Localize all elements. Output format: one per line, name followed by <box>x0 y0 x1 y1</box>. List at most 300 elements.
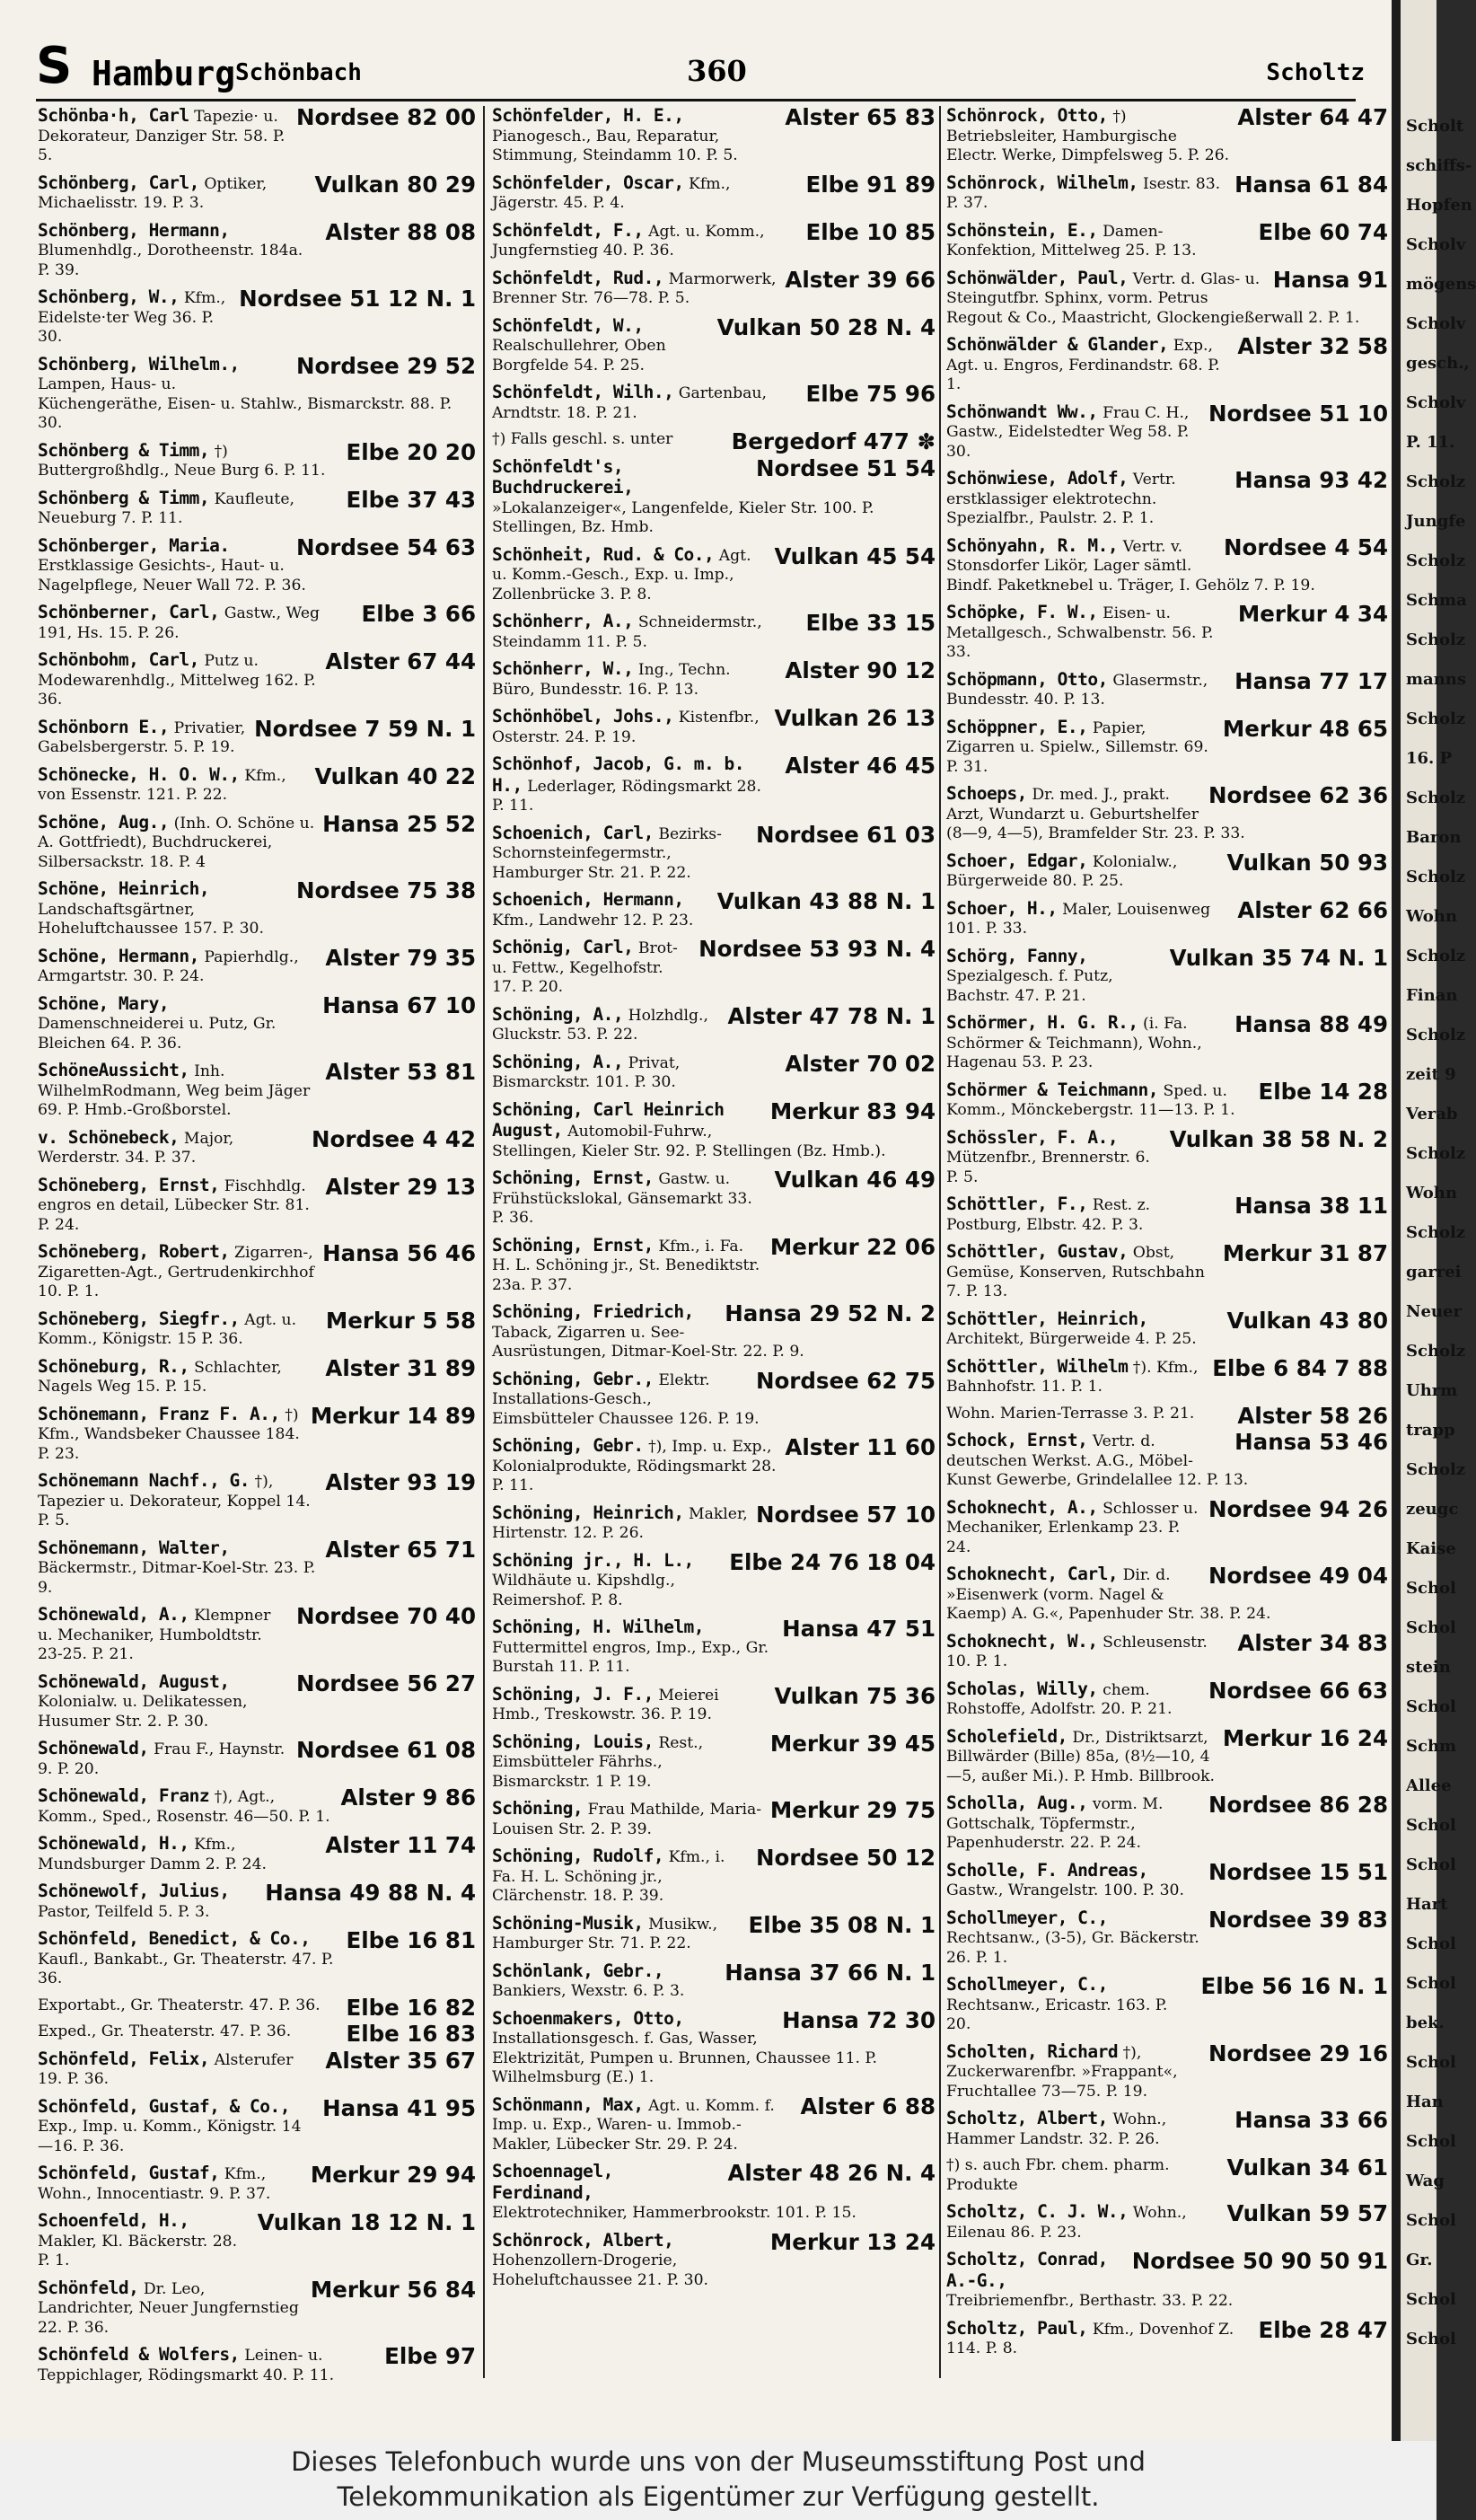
directory-entry <box>946 106 1388 173</box>
entry-details: Kistenfbr., Osterstr. 24. P. 19. <box>492 709 760 746</box>
phone-number: Elbe 37 43 <box>346 486 476 513</box>
directory-entry <box>946 1858 1388 1908</box>
directory-entry <box>38 2278 476 2346</box>
phone-number: Hansa 67 10 <box>322 991 476 1018</box>
entry-details: Eisen- u. Metallgesch., Schwalbenstr. 56. P. 33. <box>946 604 1214 661</box>
entry-name: Schönrock, Otto, <box>946 105 1108 126</box>
directory-entry <box>492 430 936 457</box>
directory-entry <box>492 542 936 612</box>
directory-entry <box>492 938 936 1005</box>
directory-entry <box>946 2250 1388 2319</box>
entry-name: Schoer, Edgar, <box>946 850 1088 871</box>
entry-name: Schönig, Carl, <box>492 937 634 957</box>
phone-number: Vulkan 18 12 N. 1 <box>257 2209 476 2235</box>
entry-details: Putz u. Modewarenhdlg., Mittelweg 162. P. 36. <box>38 652 316 709</box>
entry-details: Exped., Gr. Theaterstr. 47. P. 36. <box>38 2022 292 2040</box>
directory-entry <box>38 2094 476 2164</box>
adjacent-page-fragment: bek. <box>1406 2013 1445 2032</box>
phone-number: Elbe 56 16 N. 1 <box>1200 1973 1388 1999</box>
phone-number: Merkur 14 89 <box>310 1402 476 1429</box>
directory-entry <box>492 1961 936 2009</box>
entry-details: Inh. WilhelmRodmann, Weg beim Jäger 69. P. Hmb.-Großborstel. <box>38 1062 311 1119</box>
directory-entry <box>38 650 476 718</box>
phone-number: Alster 35 67 <box>325 2047 476 2074</box>
entry-name: Schönstein, E., <box>946 219 1098 241</box>
entry-name: Schönheit, Rud. & Co., <box>492 543 715 565</box>
entry-details: †) s. auch Fbr. chem. pharm. Produkte <box>946 2156 1170 2194</box>
adjacent-page-fragment: Wohn <box>1406 1184 1457 1203</box>
adjacent-page-fragment: manns <box>1406 670 1467 689</box>
directory-entry <box>492 1002 936 1053</box>
directory-entry <box>38 1739 476 1786</box>
phone-number: Elbe 35 08 N. 1 <box>748 1911 936 1938</box>
entry-details: Schlachter, Nagels Weg 15. P. 15. <box>38 1358 282 1396</box>
phone-number: Nordsee 70 40 <box>295 1603 476 1629</box>
entry-name: Schöning, Ernst, <box>492 1234 654 1256</box>
adjacent-page-fragment: Wag <box>1406 2172 1445 2190</box>
entry-details: Papierhdlg., Armgartstr. 30. P. 24. <box>38 947 299 985</box>
phone-number: Vulkan 35 74 N. 1 <box>1169 944 1388 971</box>
entry-name: Schoeps, <box>946 783 1027 804</box>
phone-number: Hansa 61 84 <box>1234 171 1388 198</box>
directory-entry <box>492 1050 936 1100</box>
entry-details: vorm. M. Gottschalk, Töpfermstr., Papenhuderstr. 22. P. 24. <box>946 1795 1164 1852</box>
entry-name: Schöning, <box>492 1798 584 1819</box>
directory-entry <box>38 1672 476 1740</box>
entry-name: Schönrock, Albert, <box>492 2229 674 2251</box>
entry-details: Kfm., Mundsburger Damm 2. P. 24. <box>38 1836 267 1873</box>
adjacent-page-fragment: Schol <box>1406 1974 1456 1993</box>
phone-number: Nordsee 75 38 <box>295 877 476 903</box>
entry-name: Schöttler, Wilhelm <box>946 1355 1129 1377</box>
phone-number: Vulkan 38 58 N. 2 <box>1169 1125 1388 1152</box>
entry-details: Vertr. v. Stonsdorfer Likör, Lager sämtl. Bindf. Paketknebel u. Träger, I. Gehölz 7. P. 19. <box>946 537 1315 595</box>
entry-name: Schöne, Aug., <box>38 811 170 833</box>
directory-entry <box>492 173 936 221</box>
phone-number: Nordsee 7 59 N. 1 <box>254 715 476 742</box>
adjacent-page-fragment: Scholv <box>1406 393 1466 412</box>
entry-details: Ing., Techn. Büro, Bundesstr. 16. P. 13. <box>492 661 731 699</box>
entry-name: Scholle, F. Andreas, <box>946 1859 1148 1881</box>
entry-details: Rest. z. Postburg, Elbstr. 42. P. 3. <box>946 1196 1151 1234</box>
entry-name: Schollmeyer, C., <box>946 1907 1108 1928</box>
adjacent-page-fragment: Scholv <box>1406 314 1466 333</box>
directory-entry <box>492 2162 936 2231</box>
entry-name: Schoknecht, A., <box>946 1496 1098 1518</box>
entry-details: Gastw., Weg 191, Hs. 15. P. 26. <box>38 604 320 642</box>
entry-name: Schönfeldt, Rud., <box>492 267 664 288</box>
directory-entry <box>946 1629 1388 1679</box>
phone-number: Alster 70 02 <box>785 1050 936 1077</box>
directory-entry <box>492 1097 936 1169</box>
directory-entry <box>492 612 936 659</box>
directory-entry <box>38 173 476 221</box>
phone-number: Merkur 39 45 <box>769 1730 936 1757</box>
entry-name: Schönfeldt, W., <box>492 314 644 336</box>
directory-entry <box>946 784 1388 851</box>
directory-entry <box>38 2345 476 2392</box>
phone-number: Alster 90 12 <box>785 657 936 683</box>
entry-name: Schönfeld, Gustaf, <box>38 2163 220 2183</box>
entry-details: Vertr. d. Glas- u. Steingutfbr. Sphinx, vorm. Petrus Regout & Co., Maastricht, Glockengießerwall 2. P. 1. <box>946 269 1360 327</box>
phone-number: Alster 6 88 <box>800 2093 936 2119</box>
adjacent-page-fragment: Hopfen <box>1406 196 1472 215</box>
adjacent-page-fragment: Gr. <box>1406 2251 1433 2269</box>
phone-number: Hansa 38 11 <box>1234 1193 1388 1219</box>
directory-entry <box>492 383 936 430</box>
entry-details: Major, Werderstr. 34. P. 37. <box>38 1129 234 1167</box>
adjacent-page-fragment: Han <box>1406 2093 1444 2111</box>
entry-details: Musikw., Hamburger Str. 71. P. 22. <box>492 1915 718 1952</box>
phone-number: Alster 11 74 <box>325 1832 476 1858</box>
entry-details: Damen-Konfektion, Mittelweg 25. P. 13. <box>946 222 1197 260</box>
entry-name: Schörg, Fanny, <box>946 945 1088 966</box>
directory-entry <box>946 266 1388 336</box>
phone-number: Alster 64 47 <box>1237 104 1388 130</box>
directory-entry <box>946 1080 1388 1128</box>
entry-name: Schoenich, Hermann, <box>492 889 684 910</box>
phone-number: Alster 65 83 <box>785 104 936 130</box>
entry-details: Taback, Zigarren u. See-Ausrüstungen, Ditmar-Koel-Str. 22. P. 9. <box>492 1323 804 1361</box>
phone-number: Hansa 53 46 <box>1234 1429 1388 1455</box>
directory-entry <box>38 1354 476 1405</box>
entry-details: Bankiers, Wexstr. 6. P. 3. <box>492 1982 685 2000</box>
phone-number: Vulkan 80 29 <box>314 171 476 198</box>
entry-name: Schönfelder, Oscar, <box>492 172 684 193</box>
directory-entry <box>492 659 936 707</box>
entry-details: Kaufl., Bankabt., Gr. Theaterstr. 47. P. 36. <box>38 1950 334 1987</box>
adjacent-page-fragment: Scholz <box>1406 1460 1466 1479</box>
directory-entry <box>492 2095 936 2163</box>
phone-number: Nordsee 51 54 <box>755 454 936 481</box>
phone-number: Nordsee 94 26 <box>1208 1495 1388 1522</box>
entry-name: Schöning-Musik, <box>492 1912 644 1934</box>
directory-entry <box>492 1617 936 1685</box>
entry-name: Schöning, Gebr. <box>492 1435 644 1456</box>
phone-number: Alster 79 35 <box>325 944 476 971</box>
directory-entry <box>946 2109 1388 2156</box>
entry-name: Schöneberg, Robert, <box>38 1241 230 1262</box>
entry-details: Landschaftsgärtner, Hoheluftchaussee 157. P. 30. <box>38 900 264 938</box>
entry-name: Schönemann, Franz F. A., <box>38 1403 280 1424</box>
entry-details: Exp., Agt. u. Engros, Ferdinandstr. 68. P. 1. <box>946 337 1220 393</box>
entry-details: Treibriemenfbr., Berthastr. 33. P. 22. <box>946 2292 1234 2310</box>
phone-number: Elbe 60 74 <box>1258 218 1388 245</box>
entry-details: Zigarren-, Zigaretten-Agt., Gertrudenkirchhof 10. P. 1. <box>38 1244 314 1300</box>
entry-details: †), Agt., Komm., Sped., Rosenstr. 46—50. P. 1. <box>38 1788 330 1826</box>
directory-entry <box>38 1786 476 1834</box>
phone-number: Nordsee 51 10 <box>1208 400 1388 427</box>
entry-details: (i. Fa. Schörmer & Teichmann), Wohn., Hagenau 53. P. 23. <box>946 1015 1202 1071</box>
phone-number: Alster 46 45 <box>785 753 936 779</box>
entry-details: Papier, Zigarren u. Spielw., Sillemstr. 69. P. 31. <box>946 718 1208 776</box>
phone-number: Nordsee 49 04 <box>1208 1563 1388 1589</box>
entry-name: Scholtz, Conrad, A.-G., <box>946 2249 1108 2291</box>
directory-entry <box>38 533 476 604</box>
adjacent-page-fragment: 16. P <box>1406 749 1453 768</box>
entry-details: Dr. med. J., prakt. Arzt, Wundarzt u. Geburtshelfer (8—9, 4—5), Bramfelder Str. 23. P. 33. <box>946 786 1245 842</box>
directory-entry <box>492 1911 936 1961</box>
directory-entry <box>492 218 936 269</box>
footer-line-1: Dieses Telefonbuch wurde uns von der Museumsstiftung Post und <box>291 2446 1146 2477</box>
phone-number: Vulkan 40 22 <box>314 762 476 789</box>
entry-name: Schönlank, Gebr., <box>492 1960 664 1981</box>
directory-entry <box>946 1975 1388 2042</box>
entry-details: Kfm., Dovenhof Z. 114. P. 8. <box>946 2320 1234 2357</box>
adjacent-page-fragment: Scholz <box>1406 789 1466 807</box>
directory-entry <box>492 707 936 754</box>
entry-details: Leinen- u. Teppichlager, Rödingsmarkt 40. P. 11. <box>38 2347 335 2384</box>
entry-details: Elektr. Installations-Gesch., Eimsbütteler Chaussee 126. P. 19. <box>492 1370 760 1428</box>
directory-entry <box>946 2156 1388 2202</box>
phone-number: Nordsee 39 83 <box>1208 1906 1388 1933</box>
entry-details: Optiker, Michaelisstr. 19. P. 3. <box>38 174 268 212</box>
directory-entry <box>38 1309 476 1357</box>
phone-number: Vulkan 26 13 <box>774 705 936 731</box>
directory-entry <box>492 1503 936 1551</box>
adjacent-page-fragment: Wohn <box>1406 907 1457 926</box>
adjacent-page-fragment: Schol <box>1406 1934 1456 1953</box>
entry-name: Schöning, Heinrich, <box>492 1502 684 1523</box>
phone-number: Hansa 72 30 <box>782 2006 936 2033</box>
adjacent-page-fragment: P. 11. <box>1406 433 1455 452</box>
phone-number: Alster 31 89 <box>325 1354 476 1381</box>
entry-details: Futtermittel engros, Imp., Exp., Gr. Burstah 11. P. 11. <box>492 1638 769 1676</box>
phone-number: Hansa 56 46 <box>322 1240 476 1266</box>
entry-details: Frau F., Haynstr. 9. P. 20. <box>38 1740 286 1778</box>
phone-number: Vulkan 59 57 <box>1226 2200 1388 2226</box>
entry-details: Wohn., Eilenau 86. P. 23. <box>946 2204 1187 2242</box>
entry-details: †), Tapezier u. Dekorateur, Koppel 14. P. 5. <box>38 1473 311 1529</box>
entry-details: Dr. Leo, Landrichter, Neuer Jungfernstieg 22. P. 36. <box>38 2279 299 2337</box>
directory-entry <box>946 1194 1388 1242</box>
entry-name: Schönecke, H. O. W., <box>38 763 240 785</box>
directory-entry <box>38 1929 476 1996</box>
directory-entry <box>946 603 1388 670</box>
entry-name: Schönfeldt, Wilh., <box>492 382 674 402</box>
phone-number: Bergedorf 477 ✽ <box>731 428 936 454</box>
last-entry-keyword: Scholtz <box>1266 59 1365 86</box>
entry-name: Schönrock, Wilhelm, <box>946 172 1138 193</box>
entry-details: Kfm., Landwehr 12. P. 23. <box>492 911 694 930</box>
entry-details: Agt. u. Komm., Königstr. 15 P. 36. <box>38 1310 297 1348</box>
phone-number: Vulkan 34 61 <box>1226 2154 1388 2181</box>
page-number: 360 <box>687 54 747 88</box>
directory-entry <box>946 1242 1388 1309</box>
adjacent-page-fragment: stein <box>1406 1658 1451 1677</box>
phone-number: Nordsee 51 12 N. 1 <box>239 286 476 312</box>
entry-details: Makler, Kl. Bäckerstr. 28. P. 1. <box>38 2232 238 2269</box>
phone-number: Hansa 49 88 N. 4 <box>265 1880 476 1906</box>
entry-details: (Inh. O. Schöne u. A. Gottfriedt), Buchdruckerei, Silbersackstr. 18. P. 4 <box>38 814 315 871</box>
adjacent-page-fragment: Hart <box>1406 1895 1448 1914</box>
entry-name: Schöttler, F., <box>946 1194 1088 1214</box>
entry-details: Makler, Hirtenstr. 12. P. 26. <box>492 1504 748 1542</box>
phone-number: Nordsee 61 03 <box>755 821 936 848</box>
city-name: Hamburg <box>92 54 236 93</box>
entry-name: Schönemann, Walter, <box>38 1537 230 1558</box>
directory-entry <box>492 2006 936 2095</box>
phone-number: Merkur 22 06 <box>769 1233 936 1260</box>
adjacent-page-fragment: gesch., <box>1406 354 1470 373</box>
directory-entry <box>492 1233 936 1303</box>
phone-number: Merkur 31 87 <box>1222 1240 1388 1266</box>
adjacent-page-fragment: zeugc <box>1406 1500 1459 1519</box>
entry-name: Schönba·h, Carl <box>38 105 189 126</box>
phone-number: Alster 11 60 <box>785 1434 936 1460</box>
adjacent-page-fragment: Schma <box>1406 591 1467 610</box>
entry-name: Scholla, Aug., <box>946 1793 1088 1813</box>
entry-name: Schöttler, Heinrich, <box>946 1308 1148 1329</box>
directory-entry <box>38 1834 476 1881</box>
entry-name: v. Schönebeck, <box>38 1126 180 1148</box>
entry-details: Mützenfbr., Brennerstr. 6. P. 5. <box>946 1149 1150 1186</box>
phone-number: Nordsee 62 75 <box>755 1367 936 1394</box>
directory-entry <box>946 218 1388 269</box>
entry-name: Schöneberg, Ernst, <box>38 1174 220 1195</box>
phone-number: Elbe 3 66 <box>361 601 476 627</box>
column-3 <box>946 106 1388 2378</box>
phone-number: Alster 29 13 <box>325 1173 476 1200</box>
phone-number: Hansa 91 <box>1272 266 1388 293</box>
entry-details: Erstklassige Gesichts-, Haut- u. Nagelpflege, Neuer Wall 72. P. 36. <box>38 557 306 595</box>
entry-details: Installationsgesch. f. Gas, Wasser, Elektrizität, Pumpen u. Brunnen, Chaussee 11. P. Wilhelmsburg (E.) 1. <box>492 2030 877 2086</box>
phone-number: Alster 88 08 <box>325 218 476 245</box>
directory-entry <box>38 1538 476 1606</box>
phone-number: Hansa 47 51 <box>782 1616 936 1642</box>
entry-name: SchöneAussicht, <box>38 1060 189 1080</box>
entry-name: Schönwandt Ww., <box>946 401 1098 422</box>
phone-number: Nordsee 61 08 <box>295 1737 476 1763</box>
adjacent-page-fragment: Scholz <box>1406 868 1466 886</box>
phone-number: Vulkan 50 93 <box>1226 849 1388 876</box>
entry-details: Hohenzollern-Drogerie, Hoheluftchaussee 21. P. 30. <box>492 2251 709 2289</box>
phone-number: Elbe 91 89 <box>805 171 936 198</box>
entry-details: Kfm., von Essenstr. 121. P. 22. <box>38 766 286 804</box>
phone-number: Hansa 41 95 <box>322 2094 476 2121</box>
directory-entry <box>946 1724 1388 1794</box>
phone-number: Elbe 24 76 18 04 <box>729 1548 936 1575</box>
phone-number: Vulkan 45 54 <box>774 542 936 569</box>
phone-number: Hansa 77 17 <box>1234 667 1388 694</box>
entry-name: Schöning, Ernst, <box>492 1167 654 1188</box>
directory-entry <box>946 2042 1388 2110</box>
directory-entry <box>946 2202 1388 2250</box>
entry-details: Alsterufer 19. P. 36. <box>38 2050 294 2088</box>
phone-number: Nordsee 15 51 <box>1208 1858 1388 1885</box>
phone-number: Merkur 4 34 <box>1237 601 1388 627</box>
entry-name: Schöning, Louis, <box>492 1731 654 1752</box>
entry-details: Gastw., Wrangelstr. 100. P. 30. <box>946 1881 1184 1899</box>
phone-number: Alster 93 19 <box>325 1469 476 1495</box>
entry-name: Schönberg & Timm, <box>38 487 210 508</box>
phone-number: Nordsee 29 16 <box>1208 2040 1388 2066</box>
phone-number: Merkur 16 24 <box>1222 1724 1388 1751</box>
entry-name: Schöne, Mary, <box>38 992 170 1014</box>
entry-details: Schleusenstr. 10. P. 1. <box>946 1633 1208 1670</box>
entry-name: Schoennagel, Ferdinand, <box>492 2161 613 2203</box>
entry-details: †) Betriebsleiter, Hamburgische Electr. Werke, Dimpfelsweg 5. P. 26. <box>946 108 1230 164</box>
entry-details: Bezirks-Schornsteinfegermstr., Hamburger Str. 21. P. 22. <box>492 824 722 882</box>
directory-entry <box>946 402 1388 470</box>
directory-entry <box>492 1846 936 1914</box>
column-divider <box>483 106 485 2378</box>
entry-name: Scholtz, C. J. W., <box>946 2201 1129 2222</box>
section-initial: S <box>36 37 73 95</box>
footer-notice <box>0 2441 1436 2520</box>
adjacent-page-fragment: Schol <box>1406 1579 1456 1598</box>
entry-details: Wildhäute u. Kipshdlg., Reimershof. P. 8. <box>492 1572 675 1609</box>
entry-details: Meierei Hmb., Treskowstr. 36. P. 19. <box>492 1686 719 1723</box>
entry-name: Schönberg, Wilhelm., <box>38 353 240 374</box>
phone-number: Merkur 56 84 <box>310 2276 476 2303</box>
entry-details: Marmorwerk, Brenner Str. 76—78. P. 5. <box>492 269 777 307</box>
entry-name: Schönfelder, H. E., <box>492 105 684 126</box>
entry-name: Schoenfeld, H., <box>38 2210 189 2231</box>
entry-name: Scholtz, Paul, <box>946 2317 1088 2339</box>
phone-number: Elbe 20 20 <box>346 438 476 465</box>
phone-number: Elbe 28 47 <box>1258 2316 1388 2343</box>
entry-name: Schönfeld, <box>38 2277 139 2298</box>
entry-name: Schönhöbel, Johs., <box>492 706 674 727</box>
entry-name: Schönberg, Carl, <box>38 172 199 193</box>
directory-entry <box>946 896 1388 947</box>
directory-entry <box>38 1125 476 1176</box>
adjacent-page-fragment: Scholz <box>1406 551 1466 570</box>
entry-details: Architekt, Bürgerweide 4. P. 25. <box>946 1330 1197 1348</box>
phone-number: Nordsee 50 12 <box>755 1845 936 1871</box>
adjacent-page-fragment: mögens <box>1406 275 1476 294</box>
phone-number: Alster 32 58 <box>1237 333 1388 359</box>
entry-details: Lampen, Haus- u. Küchengeräthe, Eisen- u. Stahlw., Bismarckstr. 88. P. 30. <box>38 375 452 432</box>
phone-number: Merkur 29 94 <box>310 2162 476 2188</box>
directory-entry <box>492 1367 936 1437</box>
directory-entry <box>492 1799 936 1846</box>
adjacent-page-fragment: Schol <box>1406 1618 1456 1637</box>
directory-entry <box>38 106 476 173</box>
entry-details: Kfm., i. Fa. H. L. Schöning jr., Clärchenstr. 18. P. 39. <box>492 1848 725 1905</box>
entry-name: Schöne, Hermann, <box>38 945 199 966</box>
phone-number: Elbe 33 15 <box>805 610 936 636</box>
entry-details: Vertr. erstklassiger elektrotechn. Spezialfbr., Paulstr. 2. P. 1. <box>946 471 1176 527</box>
directory-entry <box>38 438 476 489</box>
directory-entry <box>38 1061 476 1128</box>
entry-details: Maler, Louisenweg 101. P. 33. <box>946 900 1211 938</box>
phone-number: Elbe 16 82 <box>346 1994 476 2021</box>
entry-details: †) Buttergroßhdlg., Neue Burg 6. P. 11. <box>38 442 326 480</box>
directory-entry <box>38 762 476 813</box>
directory-entry <box>946 667 1388 718</box>
entry-details: Kolonialw., Bürgerweide 80. P. 25. <box>946 852 1178 890</box>
directory-entry <box>38 2163 476 2211</box>
phone-number: Vulkan 43 88 N. 1 <box>716 888 936 914</box>
entry-details: Exportabt., Gr. Theaterstr. 47. P. 36. <box>38 1996 321 2014</box>
phone-number: Hansa 37 66 N. 1 <box>725 1959 936 1986</box>
directory-entry <box>946 2316 1388 2366</box>
directory-entry <box>38 603 476 650</box>
entry-name: Schönfeld, Felix, <box>38 2048 210 2069</box>
directory-entry <box>492 1302 936 1370</box>
entry-details: †), Zuckerwarenfbr. »Frappant«, Fruchtallee 73—75. P. 19. <box>946 2043 1178 2101</box>
directory-entry <box>492 454 936 545</box>
phone-number: Alster 34 83 <box>1237 1629 1388 1656</box>
phone-number: Merkur 48 65 <box>1222 715 1388 742</box>
directory-entry <box>38 1996 476 2023</box>
entry-name: Schöning, A., <box>492 1051 624 1072</box>
adjacent-page-fragment: Kaise <box>1406 1539 1456 1558</box>
phone-number: Elbe 10 85 <box>805 218 936 245</box>
phone-number: Merkur 13 24 <box>769 2228 936 2255</box>
